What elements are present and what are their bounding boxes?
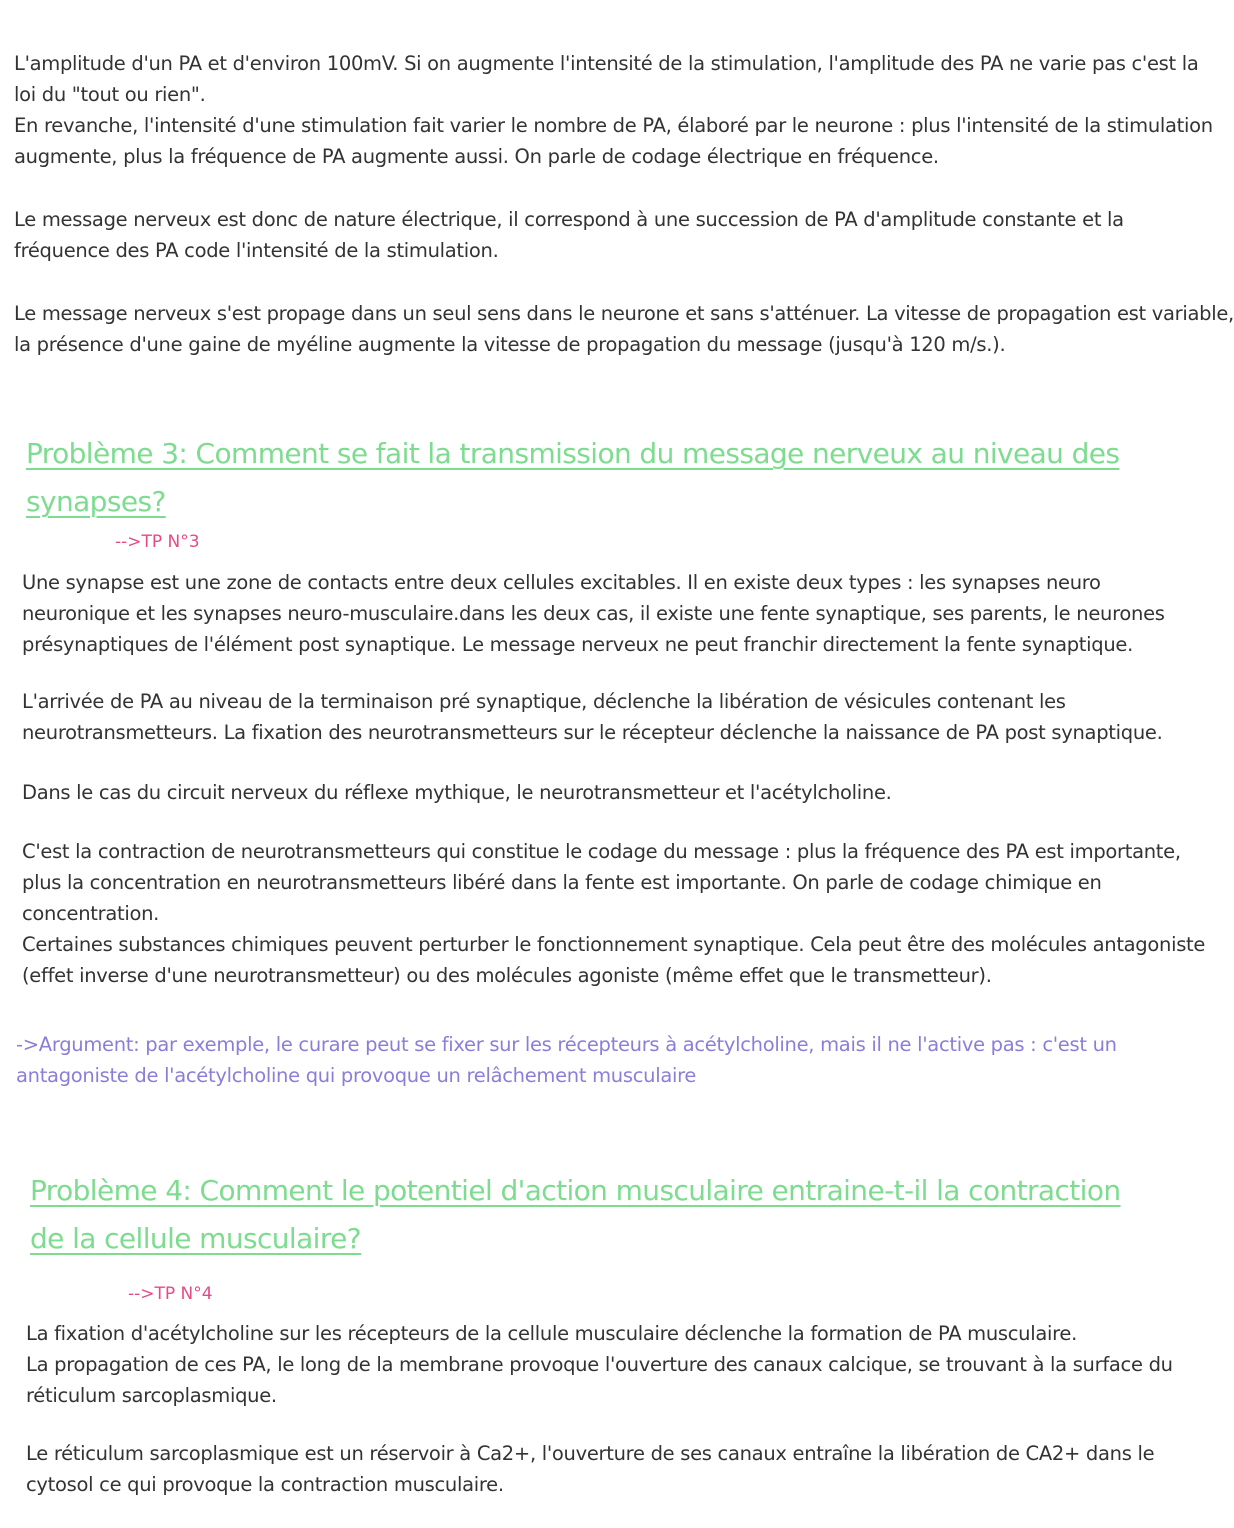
paragraph-muscle-pa: La fixation d'acétylcholine sur les récepteurs de la cellule musculaire déclenche la formation de PA musculaire. La propagation de ces PA, le long de la membrane provoque l'ouverture des canaux calcique, se trouvant à la surface du réticulum sarcoplasmique. (26, 1322, 1173, 1407)
problem3-tp-label: -->TP N°3 (115, 532, 200, 552)
problem4-title: Problème 4: Comment le potentiel d'action musculaire entraine-t-il la contraction de la cellule musculaire? (30, 1174, 1121, 1255)
paragraph-calcium-release: Le réticulum sarcoplasmique est un réservoir à Ca2+, l'ouverture de ses canaux entraîne la libération de CA2+ dans le cytosol ce qui provoque la contraction musculaire. (26, 1442, 1155, 1496)
paragraph-frequency: En revanche, l'intensité d'une stimulation fait varier le nombre de PA, élaboré par le neurone : plus l'intensité de la stimulation augmente, plus la fréquence de PA augmente aussi. On parle de codage électrique en fréquence. (14, 114, 1213, 168)
problem4-tp-label: -->TP N°4 (128, 1284, 213, 1304)
paragraph-propagation: Le message nerveux s'est propage dans un seul sens dans le neurone et sans s'atténuer. La vitesse de propagation est variable, la présence d'une gaine de myéline augmente la vitesse de propagation du message (jusqu'à 120 m/s.). (14, 302, 1234, 356)
argument-curare: ->Argument: par exemple, le curare peut se fixer sur les récepteurs à acétylcholine, mais il ne l'active pas : c'est un antagoniste de l'acétylcholine qui provoque un relâchement musculaire (16, 1033, 1117, 1087)
paragraph-electrical-nature: Le message nerveux est donc de nature électrique, il correspond à une succession de PA d'amplitude constante et la fréquence des PA code l'intensité de la stimulation. (14, 208, 1124, 262)
paragraph-acetylcholine: Dans le cas du circuit nerveux du réflexe mythique, le neurotransmetteur et l'acétylcholine. (22, 781, 892, 804)
paragraph-synapse-definition: Une synapse est une zone de contacts entre deux cellules excitables. Il en existe deux types : les synapses neuro neuronique et les synapses neuro-musculaire.dans les deux cas, il existe une fente synaptique, ses parents, le neurones présynaptiques de l'élément post synaptique. Le message nerveux ne peut franchir directement la fente synaptique. (22, 571, 1165, 656)
problem3-title: Problème 3: Comment se fait la transmission du message nerveux au niveau des synapses? (26, 437, 1120, 518)
paragraph-chemical-coding: C'est la contraction de neurotransmetteurs qui constitue le codage du message : plus la fréquence des PA est importante, plus la concentration en neurotransmetteurs libéré dans la fente est importante. On parle de codage chimique en concentration. Certaines substances chimiques peuvent perturber le fonctionnement synaptique. Cela peut être des molécules antagoniste (effet inverse d'une neurotransmetteur) ou des molécules agoniste (même effet que le transmetteur). (22, 840, 1206, 987)
paragraph-neurotransmitter-release: L'arrivée de PA au niveau de la terminaison pré synaptique, déclenche la libération de vésicules contenant les neurotransmetteurs. La fixation des neurotransmetteurs sur le récepteur déclenche la naissance de PA post synaptique. (22, 690, 1163, 744)
paragraph-amplitude: L'amplitude d'un PA et d'environ 100mV. Si on augmente l'intensité de la stimulation, l'amplitude des PA ne varie pas c'est la loi du "tout ou rien". (14, 52, 1199, 106)
